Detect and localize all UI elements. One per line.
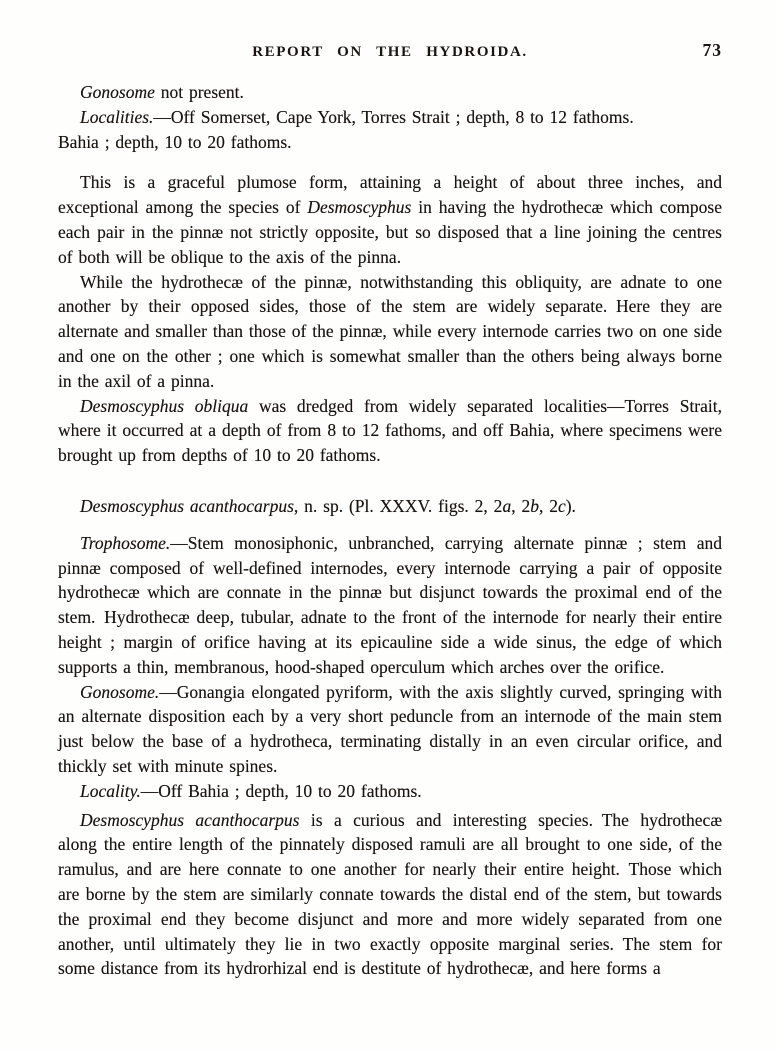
text-run: —Off Somerset, Cape York, Torres Strait ; depth, 8 to 12 fathoms. [153,106,634,127]
page-header [58,42,722,62]
paragraph-obliqua-dredged [58,394,722,468]
paragraph-gonosome-description [58,680,722,779]
italic-text-run: b [530,495,539,516]
italic-text-run: Locality. [80,780,141,801]
italic-text-run: Gonosome [80,82,155,102]
italic-text-run: Desmoscyphus acanthocarpus [80,809,300,830]
paragraph-locality [58,779,722,804]
text-run: in having the hydrothecæ which compose each pair in the pinnæ not strictly opposite, but so disposed that a line joining the centres of both will be oblique to the axis of the pinna. [58,197,722,267]
paragraph-description-1 [58,170,722,269]
italic-text-run: Localities. [80,106,154,127]
italic-text-run: Desmoscyphus obliqua [80,395,249,416]
italic-text-run: c [557,495,566,516]
text-run: ). [565,495,576,516]
page-body [58,80,722,981]
text-run: , 2 [538,495,558,516]
paragraph-description-2 [58,270,722,394]
italic-text-run: Desmoscyphus [307,197,412,218]
page-number: 73 [702,40,722,60]
paragraph-gonosome-note [58,80,722,105]
paragraph-localities-continued [58,130,722,155]
species-heading [58,494,722,519]
italic-text-run: Gonosome. [80,681,160,702]
text-run: not present. [154,82,244,102]
text-run: Bahia ; depth, 10 to 20 fathoms. [58,131,292,152]
paragraph-localities [58,105,722,130]
text-run: was dredged from widely separated localities—Torres Strait, where it occurred at a depth of from 8 to 12 fathoms, and off Bahia, where specimens were brought up from depths of 10 to 20 fathoms. [58,395,722,466]
text-run: , n. sp. (Pl. XXXV. figs. 2, 2 [293,495,503,516]
text-run: While the hydrothecæ of the pinnæ, notwithstanding this obliquity, are adnate to one another by their opposed sides, those of the stem are widely separate. Here they are alternate and smaller than those of the pinnæ, while every internode carries two on one side and one on the other ; one which is somewhat smaller than the others being always borne in the axil of a pinna. [58,271,722,391]
italic-text-run: Trophosome. [80,532,171,553]
text-run: , 2 [511,495,531,516]
text-run: is a curious and interesting species. The hydrothecæ along the entire length of the pinnately disposed ramuli are all brought to one side, of the ramulus, and are here connate to one another for nearly their entire height. Those which are borne by the stem are similarly connate towards the distal end of the stem, but towards the proximal end they become disjunct and more and more widely separated from one another, until ultimately they lie in two exactly opposite marginal series. The stem for some distance from its hydrorhizal end is destitute of hydrothecæ, and here forms a [58,809,723,979]
paragraph-acanthocarpus-discussion [58,808,722,982]
text-run: —Stem monosiphonic, unbranched, carrying alternate pinnæ ; stem and pinnæ composed of well-defined internodes, every internode carrying a pair of opposite hydrothecæ which are connate in the pinnæ but disjunct towards the proximal end of the stem. Hydrothecæ deep, tubular, adnate to the front of the internode for nearly their entire height ; margin of orifice having at its epicauline side a wide sinus, the edge of which supports a thin, membranous, hood-shaped operculum which arches over the orifice. [58,532,722,677]
running-title: REPORT ON THE HYDROIDA. [252,44,528,60]
italic-text-run: Desmoscyphus acanthocarpus [80,495,294,516]
italic-text-run: a [502,495,512,516]
text-run: This is a graceful plumose form, attaining a height of about three inches, and exceptional among the species of [58,172,722,218]
paragraph-trophosome [58,531,722,680]
text-run: —Gonangia elongated pyriform, with the axis slightly curved, springing with an alternate disposition each by a very short peduncle from an internode of the main stem just below the base of a hydrotheca, terminating distally in an even circular orifice, and thickly set with minute spines. [58,681,722,776]
text-run: —Off Bahia ; depth, 10 to 20 fathoms. [140,780,422,801]
